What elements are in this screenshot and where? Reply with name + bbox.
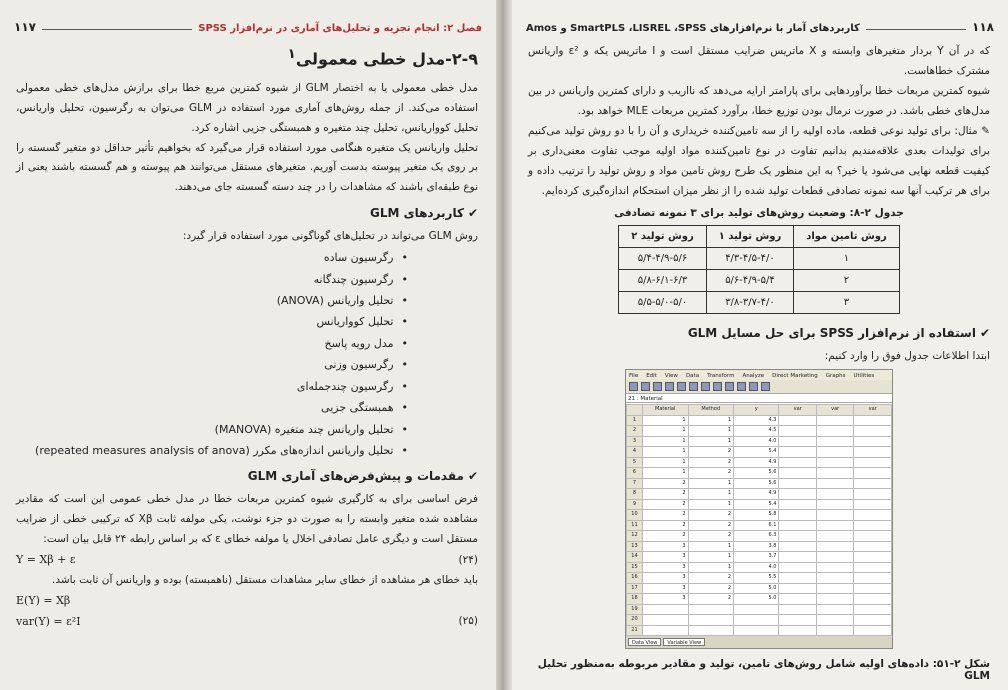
open-icon[interactable] [629,382,638,391]
list-item: • رگرسیون وزنی [16,354,408,375]
table-row [627,447,892,458]
subheading-text: استفاده از نرم‌افزار SPSS برای حل مسایل GLM [687,326,976,341]
table-row [627,615,892,626]
header-rule [866,29,966,30]
table-row [627,436,892,447]
grid-cell[interactable] [816,415,854,426]
grid-cell[interactable] [816,457,854,468]
table-row [627,426,892,437]
grid-cell[interactable] [779,520,817,531]
grid-cell[interactable]: 5.8 [734,510,779,521]
table-row [627,520,892,531]
spss-intro: ابتدا اطلاعات جدول فوق را وارد کنیم: [824,350,990,363]
table-row [627,583,892,594]
table-cell: ۳/۸-۳/۷-۴/۰ [706,292,793,314]
column-header[interactable]: var [779,405,817,416]
grid-cell[interactable]: 4.3 [734,415,779,426]
grid-cell[interactable]: 4.5 [734,426,779,437]
grid-cell[interactable] [854,625,892,636]
row-number[interactable]: 17 [627,583,643,594]
row-number[interactable]: 1 [627,415,643,426]
column-header[interactable]: var [854,405,892,416]
row-number[interactable]: 15 [627,562,643,573]
grid-cell[interactable]: 2 [642,489,688,500]
table-cell: ۴/۳-۴/۵-۴/۰ [706,248,793,270]
grid-cell[interactable] [779,552,817,563]
grid-cell[interactable] [854,552,892,563]
right-page-number: ۱۱۸ [972,20,994,34]
table-row [627,531,892,542]
save-icon[interactable] [641,382,650,391]
column-header: روش تامین مواد [794,226,900,248]
grid-cell[interactable] [854,520,892,531]
row-number[interactable]: 11 [627,520,643,531]
grid-cell[interactable] [779,478,817,489]
grid-cell[interactable]: 1 [642,415,688,426]
grid-cell[interactable]: 2 [688,447,734,458]
grid-cell[interactable] [734,615,779,626]
grid-cell[interactable] [779,531,817,542]
equation: Y = Xβ + ε [16,553,76,567]
grid-cell[interactable] [779,457,817,468]
grid-cell[interactable]: 5.6 [734,478,779,489]
grid-cell[interactable] [816,520,854,531]
row-number[interactable]: 7 [627,478,643,489]
uses-list [16,247,478,461]
grid-cell[interactable]: 1 [688,552,734,563]
production-table [618,225,900,314]
grid-cell[interactable] [854,531,892,542]
grid-cell[interactable]: 2 [688,531,734,542]
paragraph: شیوه کمترین مربعات خطا برآوردهایی برای پارامتر ارایه می‌دهد که نااریب و دارای کمترین واریانس در بین مدل‌های خطی باشد. در صورت نرمال بودن توزیع خطا، برآورد کمترین مربعات MLE خواهد بود. [528,84,990,117]
grid-cell[interactable] [816,541,854,552]
column-header: روش تولید ۱ [706,226,793,248]
grid-cell[interactable]: 1 [688,562,734,573]
row-number[interactable]: 19 [627,604,643,615]
column-header[interactable]: Material [642,405,688,416]
row-number[interactable]: 20 [627,615,643,626]
spss-menubar [626,370,892,380]
grid-cell[interactable]: 2 [688,583,734,594]
table-row [627,489,892,500]
assumptions-paragraph-3: باید خطای هر مشاهده از خطای سایر مشاهدات مستقل (ناهمبسته) بوده و واریانس آن ثابت باشد. [52,573,478,586]
row-number[interactable]: 9 [627,499,643,510]
list-item: • همبستگی جزیی [16,397,408,418]
list-item: • تحلیل واریانس (ANOVA) [16,290,408,311]
table-cell: ۳ [794,292,900,314]
grid-cell[interactable] [816,583,854,594]
grid-cell[interactable] [854,562,892,573]
grid-cell[interactable] [854,604,892,615]
grid-cell[interactable]: 2 [688,594,734,605]
left-page [0,0,496,690]
grid-cell[interactable] [688,625,734,636]
grid-cell[interactable] [854,468,892,479]
table-header-row [619,226,900,248]
list-item: • مدل رویه پاسخ [16,333,408,354]
left-header-text: فصل ۲: انجام تجزیه و تحلیل‌های آماری در نرم‌افزار SPSS [198,23,482,34]
row-number[interactable]: 2 [627,426,643,437]
table-row [627,594,892,605]
grid-cell[interactable] [854,583,892,594]
grid-cell[interactable]: 3 [642,552,688,563]
grid-cell[interactable]: 1 [642,436,688,447]
grid-cell[interactable] [854,541,892,552]
grid-cell[interactable] [688,615,734,626]
grid-cell[interactable]: 2 [642,510,688,521]
grid-cell[interactable]: 2 [642,531,688,542]
grid-cell[interactable] [854,499,892,510]
left-running-header [14,12,482,34]
grid-cell[interactable]: 5.5 [734,573,779,584]
grid-cell[interactable] [779,541,817,552]
grid-cell[interactable]: 3 [642,562,688,573]
grid-cell[interactable] [816,447,854,458]
list-item: • رگرسیون چندجمله‌ای [16,376,408,397]
tab-variable-view[interactable]: Variable View [663,638,705,646]
print-icon[interactable] [653,382,662,391]
grid-cell[interactable] [734,625,779,636]
grid-cell[interactable] [816,436,854,447]
row-number[interactable]: 10 [627,510,643,521]
grid-cell[interactable]: 5.0 [734,594,779,605]
grid-cell[interactable] [854,594,892,605]
table-row [627,573,892,584]
grid-cell[interactable]: 4.9 [734,457,779,468]
grid-cell[interactable]: 1 [642,457,688,468]
tab-data-view[interactable]: Data View [628,638,661,646]
grid-cell[interactable] [816,426,854,437]
right-running-header [526,12,994,34]
grid-cell[interactable]: 5.6 [734,468,779,479]
table-row [627,478,892,489]
example-text: مثال: برای تولید نوعی قطعه، ماده اولیه را از سه تامین‌کننده خریداری و آن را با دو روش تولید می‌کنیم برای تولیدات بعدی علاقه‌مندیم بدانیم تفاوت در نوع تامین‌کننده مواد اولیه موجب تفاوت معنی‌داری بر کیفیت قطعه نهایی می‌شود یا خیر؟ به این منظور یک طرح روش تامین مواد و روش تولید را ترتیب داده و برای هر ترکیب آنها سه نمونه تصادفی قطعات تولید شده را از نظر میزان استحکام اندازه‌گیری کرده‌ایم. [528,124,990,197]
undo-icon[interactable] [677,382,686,391]
check-icon: ✔ [979,326,990,341]
book-gutter [496,0,512,690]
table-row [627,510,892,521]
grid-cell[interactable]: 1 [688,478,734,489]
grid-cell[interactable] [854,573,892,584]
assumptions-paragraph: فرض اساسی برای به کارگیری شیوه کمترین مربعات خطا در مدل خطی عمومی این است که مقادیر مشاهده شده متغیر وابسته را به صورت دو جزء نوشت، یکی مولفه ثابت Xβ که ترکیبی خطی از ضرایب مستقل است و دیگری عامل تصادفی اخلال یا مولفه خطای ε که بر اساس رابطه ۲۴ قابل بیان است: [16,493,479,546]
table-row [627,562,892,573]
grid-cell[interactable] [816,604,854,615]
intro-paragraph-2: تحلیل واریانس یک متغیره هنگامی مورد استفاده قرار می‌گیرد که بخواهیم تأثیر حداقل دو متغیر گسسته را بر روی یک متغیر پیوسته بدست آوریم. متغیرهای مستقل می‌توانند هم پیوسته و هم گسسته باشند یعنی از نوع طبقه‌ای باشند که مشاهدات را در چند دسته گسسته جای می‌دهند. [16,141,478,194]
grid-cell[interactable] [816,625,854,636]
uses-intro: روش GLM می‌تواند در تحلیل‌های گوناگونی مورد استفاده قرار گیرد: [182,230,478,243]
grid-cell[interactable]: 1 [688,541,734,552]
menu-direct-marketing[interactable]: Direct Marketing [772,373,818,380]
table-caption: جدول ۲-۸: وضعیت روش‌های تولید برای ۳ نمونه تصادفی [614,206,904,219]
spss-data-grid [626,404,892,636]
menu-utilities[interactable]: Utilities [853,373,875,380]
grid-cell[interactable] [816,489,854,500]
grid-cell[interactable] [779,615,817,626]
grid-cell[interactable]: 3 [642,573,688,584]
menu-view[interactable]: View [664,373,678,380]
cell-reference[interactable]: 21 : Material [626,394,892,403]
grid-cell[interactable] [779,604,817,615]
section-title [16,42,478,75]
variables-icon[interactable] [713,382,722,391]
grid-cell[interactable] [854,615,892,626]
grid-cell[interactable]: 6.1 [734,520,779,531]
grid-cell[interactable] [779,468,817,479]
grid-cell[interactable] [779,499,817,510]
grid-cell[interactable]: 3 [642,541,688,552]
spss-view-tabs [626,636,892,648]
table-row [627,415,892,426]
grid-cell[interactable]: 1 [642,468,688,479]
grid-cell[interactable]: 2 [688,520,734,531]
grid-cell[interactable]: 6.3 [734,531,779,542]
list-item: • تحلیل کوواریانس [16,311,408,332]
grid-cell[interactable]: 2 [688,468,734,479]
table-cell: ۱ [794,248,900,270]
grid-cell[interactable] [779,436,817,447]
equation-number: (۲۴) [458,553,478,566]
spss-data-table [626,404,892,636]
grid-cell[interactable] [642,615,688,626]
row-number[interactable]: 6 [627,468,643,479]
subheading-spss [528,322,990,345]
grid-cell[interactable] [779,573,817,584]
grid-cell[interactable]: 2 [688,510,734,521]
table-cell: ۵/۸-۶/۱-۶/۳ [619,270,706,292]
section-title-text: ۲-۹-مدل خطی معمولی [295,49,478,69]
grid-cell[interactable]: 5.4 [734,499,779,510]
grid-cell[interactable]: 2 [642,478,688,489]
grid-cell[interactable] [642,625,688,636]
table-row [627,457,892,468]
grid-cell[interactable]: 5.4 [734,447,779,458]
grid-cell[interactable] [779,562,817,573]
grid-cell[interactable]: 2 [688,457,734,468]
table-cell: ۵/۵-۵/۰-۵/۰ [619,292,706,314]
list-item: • رگرسیون چندگانه [16,269,408,290]
figure-caption: شکل ۲-۵۱: داده‌های اولیه شامل روش‌های تامین، تولید و مقادیر مربوطه به‌منظور تحلیل GLM [537,658,990,682]
row-number[interactable]: 3 [627,436,643,447]
left-content [16,42,478,633]
intro-paragraph-1: مدل خطی معمولی یا به اختصار GLM از شیوه کمترین مربع خطا برای برازش مدل‌های خطی معمولی استفاده می‌کند. از جمله روش‌های آماری مورد استفاده در GLM می‌توان به رگرسیون، تحلیل واریانس، تحلیل کوواریانس، تحلیل چند متغیره و همبستگی جزیی اشاره کرد. [16,81,478,134]
table-row [619,292,900,314]
grid-cell[interactable] [854,489,892,500]
grid-cell[interactable]: 2 [642,520,688,531]
grid-cell[interactable]: 3.8 [734,541,779,552]
grid-cell[interactable] [688,604,734,615]
redo-icon[interactable] [689,382,698,391]
pen-icon: ✎ [977,124,990,137]
menu-data[interactable]: Data [685,373,700,380]
grid-header-row [627,405,892,416]
right-header-text: کاربردهای آمار با نرم‌افزارهای SmartPLS ،LISREL ،SPSS و Amos [526,23,860,34]
table-row [627,604,892,615]
grid-cell[interactable] [816,615,854,626]
table-cell: ۵/۴-۴/۹-۵/۶ [619,248,706,270]
header-rule [42,29,192,30]
row-header-corner [627,405,643,416]
grid-cell[interactable] [854,457,892,468]
grid-cell[interactable] [816,552,854,563]
grid-cell[interactable] [854,478,892,489]
table-row [627,499,892,510]
right-content [528,42,990,649]
grid-cell[interactable] [779,489,817,500]
grid-cell[interactable]: 4.0 [734,562,779,573]
grid-cell[interactable] [642,604,688,615]
grid-cell[interactable]: 1 [688,436,734,447]
row-number[interactable]: 4 [627,447,643,458]
grid-cell[interactable] [779,510,817,521]
table-cell: ۲ [794,270,900,292]
footnote-mark: ۱ [287,47,296,62]
list-item: • رگرسیون ساده [16,247,408,268]
grid-cell[interactable] [854,447,892,458]
grid-cell[interactable]: 1 [688,499,734,510]
grid-cell[interactable] [854,426,892,437]
grid-cell[interactable] [816,510,854,521]
menu-file[interactable]: File [629,373,639,380]
split-file-icon[interactable] [749,382,758,391]
subheading-glm-uses [16,202,478,225]
grid-cell[interactable]: 5.0 [734,583,779,594]
grid-cell[interactable]: 3 [642,583,688,594]
spss-toolbar [626,380,892,394]
grid-cell[interactable] [734,604,779,615]
grid-cell[interactable]: 4.0 [734,436,779,447]
grid-cell[interactable] [779,583,817,594]
menu-transform[interactable]: Transform [707,373,735,380]
grid-cell[interactable] [816,478,854,489]
grid-cell[interactable] [779,415,817,426]
grid-cell[interactable]: 2 [642,499,688,510]
grid-cell[interactable]: 3 [642,594,688,605]
grid-cell[interactable] [816,531,854,542]
menu-graphs[interactable]: Graphs [825,373,846,380]
table-row [619,248,900,270]
grid-cell[interactable]: 1 [688,489,734,500]
grid-cell[interactable] [816,499,854,510]
grid-cell[interactable] [854,510,892,521]
grid-cell[interactable] [779,447,817,458]
grid-cell[interactable] [816,573,854,584]
row-number[interactable]: 14 [627,552,643,563]
grid-cell[interactable]: 1 [642,426,688,437]
table-row [627,468,892,479]
grid-cell[interactable]: 1 [688,426,734,437]
grid-cell[interactable]: 2 [688,573,734,584]
row-number[interactable]: 5 [627,457,643,468]
row-number[interactable]: 8 [627,489,643,500]
check-icon: ✔ [467,469,478,484]
grid-cell[interactable] [854,415,892,426]
grid-cell[interactable] [779,594,817,605]
grid-cell[interactable] [854,436,892,447]
equation: E(Y) = Xβ [16,593,71,607]
list-item: • تحلیل واریانس اندازه‌های مکرر (repeated measures analysis of anova) [16,440,408,461]
paragraph: که در آن Y بردار متغیرهای وابسته و X ماتریس ضرایب مستقل است و I ماتریس یکه و ε² واریانس مشترک خطاهاست. [528,45,990,77]
grid-cell[interactable] [779,625,817,636]
column-header[interactable]: Method [688,405,734,416]
equation: var(Y) = ε²I [16,614,81,628]
column-header[interactable]: y [734,405,779,416]
grid-cell[interactable] [816,468,854,479]
grid-cell[interactable] [816,594,854,605]
subheading-assumptions [16,465,478,488]
table-row [627,625,892,636]
subheading-text: مقدمات و پیش‌فرض‌های آماری GLM [247,469,464,484]
check-icon: ✔ [467,206,478,221]
menu-edit[interactable]: Edit [646,373,657,380]
table-row [627,552,892,563]
row-number[interactable]: 13 [627,541,643,552]
right-page [512,0,1008,690]
example-paragraph [528,122,990,202]
menu-analyze[interactable]: Analyze [742,373,765,380]
grid-cell[interactable] [816,562,854,573]
grid-cell[interactable]: 3.7 [734,552,779,563]
column-header: روش تولید ۲ [619,226,706,248]
grid-cell[interactable]: 1 [688,415,734,426]
left-page-number: ۱۱۷ [14,20,36,34]
list-item: • تحلیل واریانس چند متغیره (MANOVA) [16,419,408,440]
subheading-text: کاربردهای GLM [369,206,464,221]
spss-screenshot [625,369,893,649]
table-cell: ۵/۶-۴/۹-۵/۴ [706,270,793,292]
row-number[interactable]: 21 [627,625,643,636]
column-header[interactable]: var [816,405,854,416]
find-icon[interactable] [725,382,734,391]
row-number[interactable]: 12 [627,531,643,542]
equation-24-row [16,550,478,571]
grid-cell[interactable]: 4.9 [734,489,779,500]
row-number[interactable]: 16 [627,573,643,584]
grid-cell[interactable]: 1 [642,447,688,458]
insert-cases-icon[interactable] [737,382,746,391]
equation-number: (۲۵) [458,615,478,628]
grid-cell[interactable] [779,426,817,437]
table-row [619,270,900,292]
weight-cases-icon[interactable] [761,382,770,391]
table-row [627,541,892,552]
equation-25-row [16,612,478,633]
row-number[interactable]: 18 [627,594,643,605]
goto-case-icon[interactable] [701,382,710,391]
dialog-recall-icon[interactable] [665,382,674,391]
